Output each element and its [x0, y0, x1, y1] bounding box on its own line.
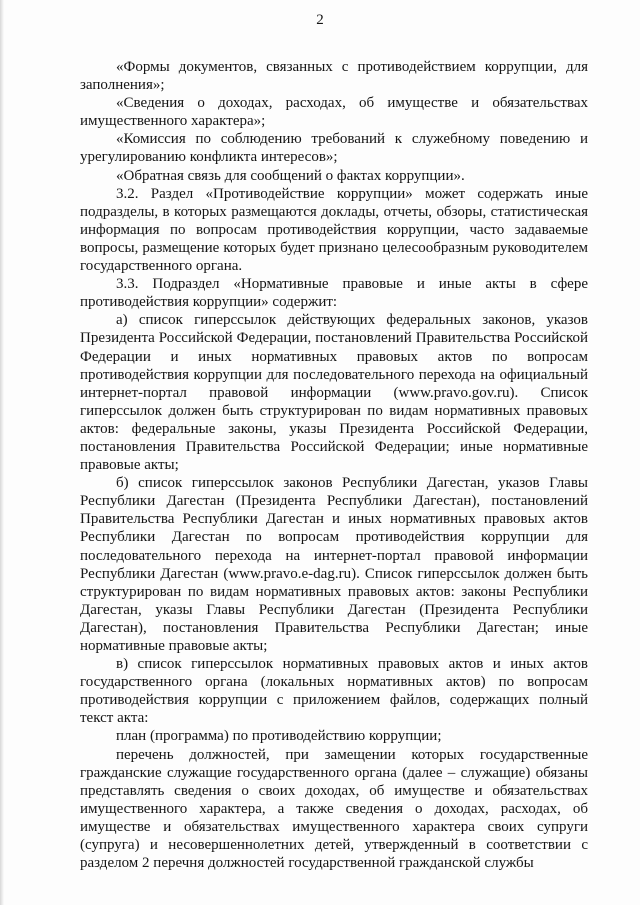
paragraph-item-v: в) список гиперссылок нормативных правовых актов и иных актов государственного органа (локальных нормативных актов) по вопросам противодействия коррупции с приложением файлов, содержащих полный текст акта:	[80, 656, 588, 727]
paragraph-positions-list: перечень должностей, при замещении которых государственные гражданские служащие государственного органа (далее – служащие) обязаны представлять сведения о своих доходах, об имуществе и обязательствах имущественного характера, а также сведения о доходах, расходах, об имуществе и обязательствах имущественного характера своих супруги (супруга) и несовершеннолетних детей, утвержденный в соответствии с разделом 2 перечня должностей государственной гражданской службы	[80, 746, 588, 872]
paragraph-income-info: «Сведения о доходах, расходах, об имуществе и обязательствах имущественного характера»;	[80, 95, 588, 130]
page-number: 2	[316, 12, 324, 28]
paragraph-plan: план (программа) по противодействию коррупции;	[116, 728, 442, 745]
paragraph-feedback: «Обратная связь для сообщений о фактах коррупции».	[116, 167, 465, 184]
paragraph-section-3-3: 3.3. Подраздел «Нормативные правовые и иные акты в сфере противодействия коррупции» содержит:	[80, 276, 588, 311]
paragraph-item-b: б) список гиперссылок законов Республики Дагестан, указов Главы Республики Дагестан (Президента Республики Дагестан), постановлений Правительства Республики Дагестан и иных нормативных правовых актов Республики Дагестан по вопросам противодействия коррупции для последовательного перехода на интернет-портал правовой информации Республики Дагестан (www.pravo.e-dag.ru). Список гиперссылок должен быть структурирован по видам нормативных правовых актов: законы Республики Дагестан, указы Главы Республики Дагестан (Президента Республики Дагестан), постановления Правительства Республики Дагестан; иные нормативные правовые акты;	[80, 475, 588, 654]
paragraph-commission: «Комиссия по соблюдению требований к служебному поведению и урегулированию конфликта интересов»;	[80, 131, 588, 166]
document-body	[80, 58, 588, 872]
scan-edge-shadow	[0, 0, 4, 905]
paragraph-section-3-2: 3.2. Раздел «Противодействие коррупции» может содержать иные подразделы, в которых размещаются доклады, отчеты, обзоры, статистическая информация по вопросам противодействия коррупции, часто задаваемые вопросы, размещение которых будет признано целесообразным руководителем государственного органа.	[80, 185, 588, 275]
paragraph-forms: «Формы документов, связанных с противодействием коррупции, для заполнения»;	[80, 59, 588, 94]
paragraph-item-a: а) список гиперссылок действующих федеральных законов, указов Президента Российской Федерации, постановлений Правительства Российской Федерации и иных нормативных правовых актов по вопросам противодействия коррупции для последовательного перехода на официальный интернет-портал правовой информации (www.pravo.gov.ru). Список гиперссылок должен быть структурирован по видам нормативных правовых актов: федеральные законы, указы Президента Российской Федерации, постановления Правительства Российской Федерации; иные нормативные правовые акты;	[80, 312, 588, 474]
